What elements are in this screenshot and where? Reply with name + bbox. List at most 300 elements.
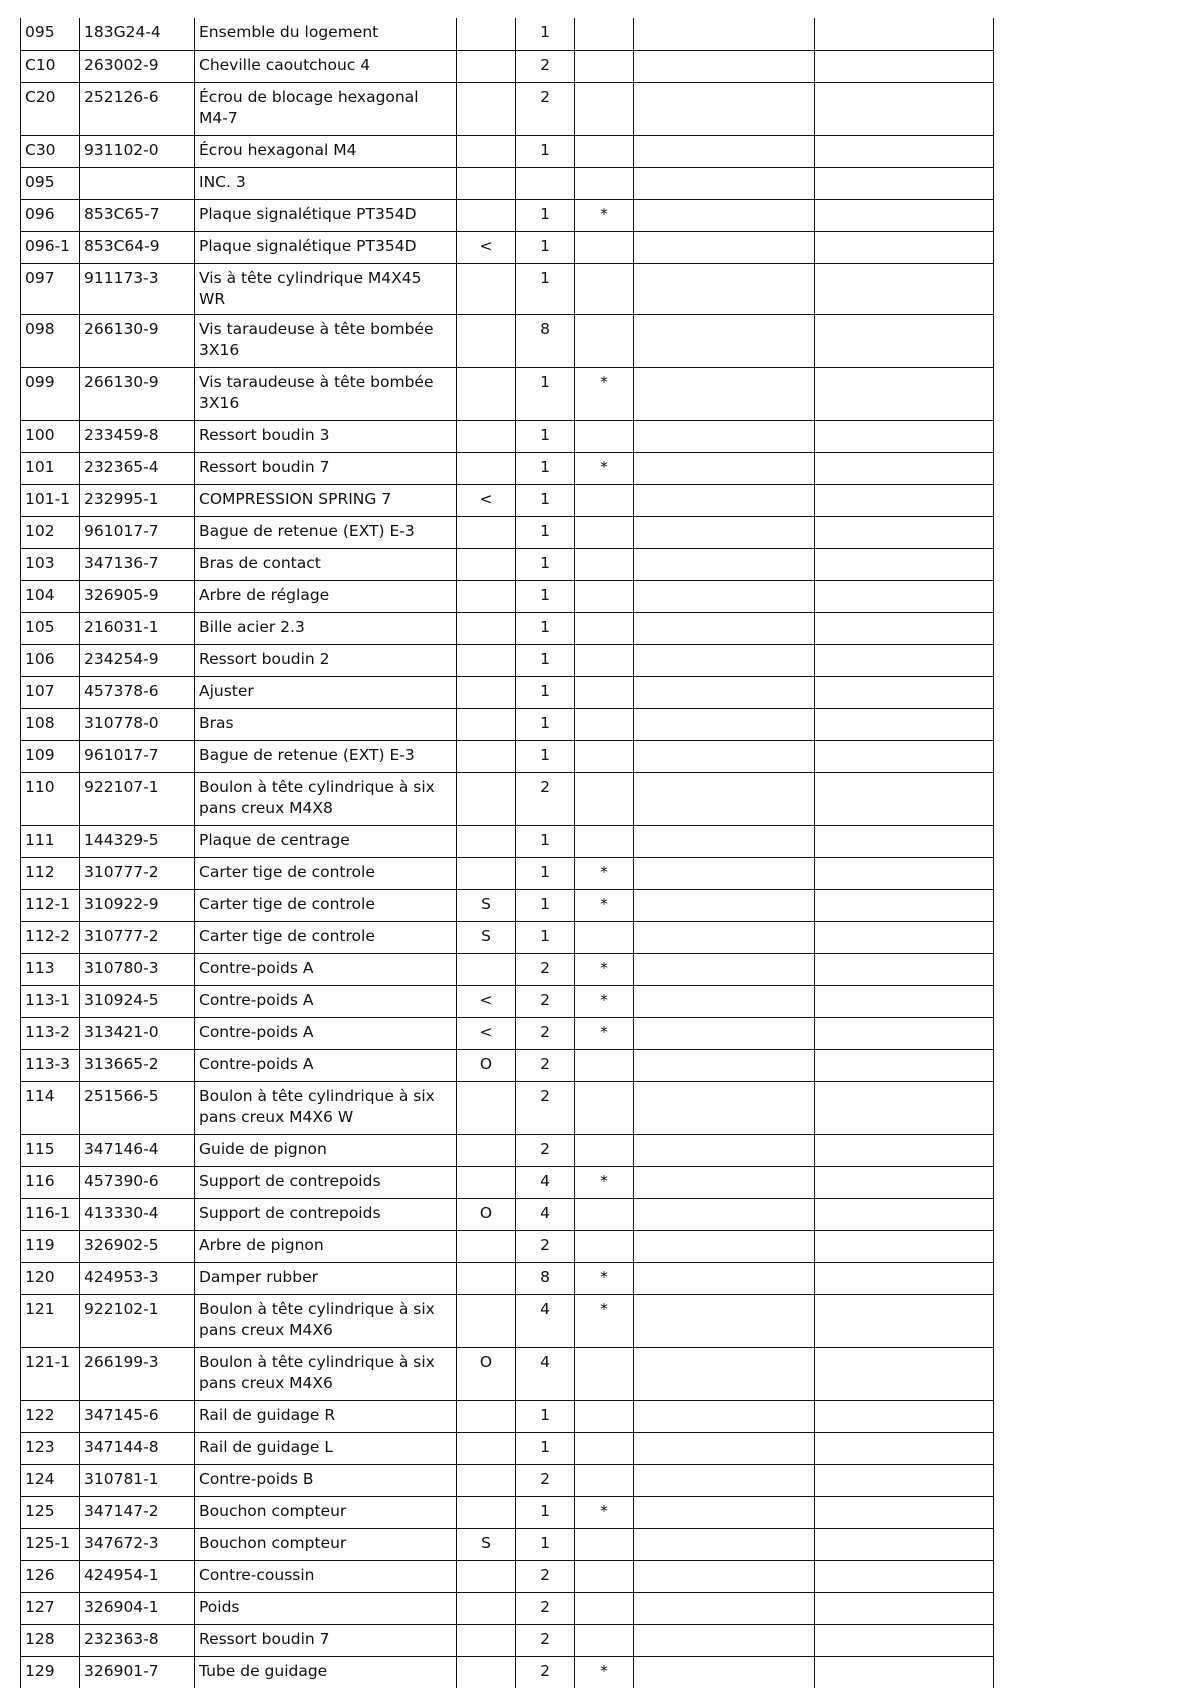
change-code-cell <box>457 548 516 580</box>
empty-cell-a <box>634 1166 815 1198</box>
empty-cell-a <box>634 367 815 420</box>
empty-cell-b <box>815 484 994 516</box>
table-row <box>21 612 994 644</box>
empty-cell-b <box>815 1198 994 1230</box>
change-code-cell <box>457 708 516 740</box>
quantity-cell: 1 <box>516 548 575 580</box>
item-number-cell: 125-1 <box>21 1528 80 1560</box>
change-code-cell <box>457 1464 516 1496</box>
change-code-cell <box>457 676 516 708</box>
item-number-cell: 120 <box>21 1262 80 1294</box>
table-row <box>21 1134 994 1166</box>
empty-cell-b <box>815 314 994 367</box>
empty-cell-b <box>815 18 994 50</box>
item-number-cell: 095 <box>21 167 80 199</box>
empty-cell-a <box>634 740 815 772</box>
description-cell: Rail de guidage R <box>195 1400 457 1432</box>
mark-cell <box>575 18 634 50</box>
table-row <box>21 1592 994 1624</box>
quantity-cell: 1 <box>516 740 575 772</box>
table-row <box>21 1528 994 1560</box>
part-number-cell: 347147-2 <box>80 1496 195 1528</box>
quantity-cell: 2 <box>516 82 575 135</box>
description-cell: Ressort boudin 3 <box>195 420 457 452</box>
mark-cell: * <box>575 199 634 231</box>
item-number-cell: 129 <box>21 1656 80 1688</box>
description-cell: Rail de guidage L <box>195 1432 457 1464</box>
mark-cell <box>575 772 634 825</box>
item-number-cell: 125 <box>21 1496 80 1528</box>
item-number-cell: 119 <box>21 1230 80 1262</box>
quantity-cell: 4 <box>516 1166 575 1198</box>
empty-cell-a <box>634 1592 815 1624</box>
mark-cell <box>575 420 634 452</box>
mark-cell <box>575 921 634 953</box>
description-cell: Bague de retenue (EXT) E-3 <box>195 740 457 772</box>
part-number-cell: 252126-6 <box>80 82 195 135</box>
mark-cell <box>575 1081 634 1134</box>
part-number-cell: 310924-5 <box>80 985 195 1017</box>
mark-cell: * <box>575 452 634 484</box>
empty-cell-b <box>815 644 994 676</box>
quantity-cell: 2 <box>516 1017 575 1049</box>
description-cell: Ressort boudin 7 <box>195 1624 457 1656</box>
empty-cell-b <box>815 772 994 825</box>
change-code-cell: < <box>457 1017 516 1049</box>
item-number-cell: 112-1 <box>21 889 80 921</box>
table-row <box>21 644 994 676</box>
mark-cell <box>575 548 634 580</box>
item-number-cell: 110 <box>21 772 80 825</box>
empty-cell-a <box>634 825 815 857</box>
empty-cell-a <box>634 708 815 740</box>
quantity-cell: 1 <box>516 420 575 452</box>
empty-cell-b <box>815 452 994 484</box>
empty-cell-a <box>634 484 815 516</box>
mark-cell: * <box>575 1496 634 1528</box>
empty-cell-a <box>634 1656 815 1688</box>
part-number-cell: 251566-5 <box>80 1081 195 1134</box>
quantity-cell: 2 <box>516 1230 575 1262</box>
empty-cell-a <box>634 548 815 580</box>
empty-cell-b <box>815 367 994 420</box>
change-code-cell <box>457 1262 516 1294</box>
empty-cell-a <box>634 1624 815 1656</box>
change-code-cell: S <box>457 889 516 921</box>
change-code-cell <box>457 825 516 857</box>
part-number-cell: 853C64-9 <box>80 231 195 263</box>
quantity-cell: 1 <box>516 1432 575 1464</box>
part-number-cell: 234254-9 <box>80 644 195 676</box>
empty-cell-b <box>815 708 994 740</box>
empty-cell-b <box>815 1134 994 1166</box>
quantity-cell: 1 <box>516 1528 575 1560</box>
empty-cell-b <box>815 1496 994 1528</box>
empty-cell-b <box>815 1294 994 1347</box>
mark-cell <box>575 1134 634 1166</box>
empty-cell-a <box>634 199 815 231</box>
empty-cell-a <box>634 1400 815 1432</box>
item-number-cell: 109 <box>21 740 80 772</box>
mark-cell <box>575 825 634 857</box>
part-number-cell: 326901-7 <box>80 1656 195 1688</box>
item-number-cell: 095 <box>21 18 80 50</box>
item-number-cell: 112-2 <box>21 921 80 953</box>
quantity-cell: 1 <box>516 825 575 857</box>
empty-cell-b <box>815 263 994 314</box>
change-code-cell <box>457 1230 516 1262</box>
table-row <box>21 1400 994 1432</box>
mark-cell <box>575 484 634 516</box>
mark-cell <box>575 644 634 676</box>
item-number-cell: 096 <box>21 199 80 231</box>
empty-cell-b <box>815 985 994 1017</box>
item-number-cell: 116 <box>21 1166 80 1198</box>
table-row <box>21 1496 994 1528</box>
quantity-cell: 4 <box>516 1347 575 1400</box>
description-cell: Carter tige de controle <box>195 889 457 921</box>
empty-cell-b <box>815 82 994 135</box>
part-number-cell: 922102-1 <box>80 1294 195 1347</box>
empty-cell-b <box>815 825 994 857</box>
change-code-cell: O <box>457 1049 516 1081</box>
mark-cell: * <box>575 1656 634 1688</box>
table-row <box>21 1624 994 1656</box>
empty-cell-b <box>815 1017 994 1049</box>
table-row <box>21 825 994 857</box>
empty-cell-a <box>634 1081 815 1134</box>
mark-cell <box>575 1230 634 1262</box>
description-cell: Vis taraudeuse à tête bombée 3X16 <box>195 367 457 420</box>
table-row <box>21 1198 994 1230</box>
empty-cell-b <box>815 1464 994 1496</box>
part-number-cell: 326904-1 <box>80 1592 195 1624</box>
mark-cell <box>575 1464 634 1496</box>
description-cell: Contre-poids A <box>195 1017 457 1049</box>
description-cell: Ensemble du logement <box>195 18 457 50</box>
table-row <box>21 484 994 516</box>
part-number-cell: 313665-2 <box>80 1049 195 1081</box>
quantity-cell: 1 <box>516 644 575 676</box>
description-cell: Bras de contact <box>195 548 457 580</box>
empty-cell-b <box>815 1400 994 1432</box>
description-cell: Plaque signalétique PT354D <box>195 231 457 263</box>
table-row <box>21 740 994 772</box>
empty-cell-a <box>634 1496 815 1528</box>
empty-cell-b <box>815 1592 994 1624</box>
table-row <box>21 921 994 953</box>
quantity-cell: 4 <box>516 1294 575 1347</box>
table-row <box>21 367 994 420</box>
empty-cell-a <box>634 921 815 953</box>
description-cell: Poids <box>195 1592 457 1624</box>
empty-cell-a <box>634 452 815 484</box>
change-code-cell: O <box>457 1347 516 1400</box>
item-number-cell: 106 <box>21 644 80 676</box>
mark-cell <box>575 167 634 199</box>
quantity-cell: 2 <box>516 985 575 1017</box>
change-code-cell <box>457 1432 516 1464</box>
table-row <box>21 263 994 314</box>
item-number-cell: 097 <box>21 263 80 314</box>
table-row <box>21 18 994 50</box>
empty-cell-a <box>634 1262 815 1294</box>
table-row <box>21 548 994 580</box>
change-code-cell <box>457 199 516 231</box>
quantity-cell: 2 <box>516 1081 575 1134</box>
parts-table-body <box>21 18 994 1688</box>
quantity-cell: 2 <box>516 1624 575 1656</box>
table-row <box>21 420 994 452</box>
change-code-cell <box>457 580 516 612</box>
empty-cell-b <box>815 1347 994 1400</box>
mark-cell <box>575 676 634 708</box>
item-number-cell: 124 <box>21 1464 80 1496</box>
change-code-cell: S <box>457 1528 516 1560</box>
mark-cell <box>575 1198 634 1230</box>
quantity-cell: 1 <box>516 135 575 167</box>
description-cell: COMPRESSION SPRING 7 <box>195 484 457 516</box>
mark-cell <box>575 263 634 314</box>
change-code-cell: O <box>457 1198 516 1230</box>
quantity-cell: 1 <box>516 516 575 548</box>
part-number-cell: 232995-1 <box>80 484 195 516</box>
quantity-cell: 1 <box>516 199 575 231</box>
empty-cell-b <box>815 50 994 82</box>
empty-cell-b <box>815 612 994 644</box>
change-code-cell <box>457 1592 516 1624</box>
empty-cell-b <box>815 1528 994 1560</box>
item-number-cell: 113-1 <box>21 985 80 1017</box>
part-number-cell: 216031-1 <box>80 612 195 644</box>
empty-cell-b <box>815 857 994 889</box>
mark-cell: * <box>575 1262 634 1294</box>
quantity-cell: 2 <box>516 1464 575 1496</box>
part-number-cell: 931102-0 <box>80 135 195 167</box>
description-cell: Cheville caoutchouc 4 <box>195 50 457 82</box>
empty-cell-a <box>634 1294 815 1347</box>
quantity-cell: 1 <box>516 889 575 921</box>
quantity-cell: 2 <box>516 1656 575 1688</box>
description-cell: INC. 3 <box>195 167 457 199</box>
mark-cell: * <box>575 985 634 1017</box>
table-row <box>21 580 994 612</box>
mark-cell: * <box>575 1166 634 1198</box>
empty-cell-b <box>815 921 994 953</box>
item-number-cell: 101 <box>21 452 80 484</box>
change-code-cell <box>457 50 516 82</box>
table-row <box>21 1230 994 1262</box>
description-cell: Contre-poids A <box>195 985 457 1017</box>
mark-cell <box>575 135 634 167</box>
item-number-cell: 104 <box>21 580 80 612</box>
item-number-cell: 115 <box>21 1134 80 1166</box>
mark-cell: * <box>575 1294 634 1347</box>
mark-cell <box>575 1347 634 1400</box>
part-number-cell: 326905-9 <box>80 580 195 612</box>
empty-cell-a <box>634 1049 815 1081</box>
empty-cell-a <box>634 1432 815 1464</box>
description-cell: Boulon à tête cylindrique à six pans creux M4X6 W <box>195 1081 457 1134</box>
part-number-cell: 347145-6 <box>80 1400 195 1432</box>
empty-cell-a <box>634 516 815 548</box>
mark-cell <box>575 82 634 135</box>
part-number-cell: 961017-7 <box>80 516 195 548</box>
table-row <box>21 676 994 708</box>
part-number-cell: 310922-9 <box>80 889 195 921</box>
item-number-cell: 123 <box>21 1432 80 1464</box>
description-cell: Bille acier 2.3 <box>195 612 457 644</box>
table-row <box>21 135 994 167</box>
part-number-cell <box>80 167 195 199</box>
quantity-cell: 1 <box>516 676 575 708</box>
item-number-cell: 113-3 <box>21 1049 80 1081</box>
change-code-cell: < <box>457 484 516 516</box>
empty-cell-a <box>634 1528 815 1560</box>
empty-cell-b <box>815 1432 994 1464</box>
description-cell: Écrou hexagonal M4 <box>195 135 457 167</box>
quantity-cell: 1 <box>516 18 575 50</box>
empty-cell-b <box>815 1166 994 1198</box>
empty-cell-b <box>815 1262 994 1294</box>
quantity-cell: 2 <box>516 1560 575 1592</box>
part-number-cell: 961017-7 <box>80 740 195 772</box>
change-code-cell <box>457 740 516 772</box>
table-row <box>21 772 994 825</box>
empty-cell-a <box>634 1134 815 1166</box>
table-row <box>21 1017 994 1049</box>
empty-cell-b <box>815 135 994 167</box>
table-row <box>21 889 994 921</box>
empty-cell-b <box>815 199 994 231</box>
table-row <box>21 985 994 1017</box>
part-number-cell: 326902-5 <box>80 1230 195 1262</box>
mark-cell <box>575 50 634 82</box>
item-number-cell: 111 <box>21 825 80 857</box>
change-code-cell <box>457 612 516 644</box>
description-cell: Contre-poids A <box>195 953 457 985</box>
item-number-cell: 113-2 <box>21 1017 80 1049</box>
mark-cell <box>575 314 634 367</box>
table-row <box>21 1347 994 1400</box>
empty-cell-b <box>815 548 994 580</box>
change-code-cell <box>457 1294 516 1347</box>
table-row <box>21 1656 994 1688</box>
part-number-cell: 424953-3 <box>80 1262 195 1294</box>
quantity-cell: 1 <box>516 367 575 420</box>
part-number-cell: 347146-4 <box>80 1134 195 1166</box>
description-cell: Tube de guidage <box>195 1656 457 1688</box>
change-code-cell <box>457 82 516 135</box>
item-number-cell: 103 <box>21 548 80 580</box>
empty-cell-b <box>815 1081 994 1134</box>
part-number-cell: 310777-2 <box>80 921 195 953</box>
table-row <box>21 1432 994 1464</box>
empty-cell-a <box>634 1017 815 1049</box>
table-row <box>21 857 994 889</box>
item-number-cell: 126 <box>21 1560 80 1592</box>
change-code-cell <box>457 314 516 367</box>
change-code-cell <box>457 1166 516 1198</box>
part-number-cell: 347136-7 <box>80 548 195 580</box>
change-code-cell <box>457 516 516 548</box>
change-code-cell <box>457 1624 516 1656</box>
mark-cell <box>575 1049 634 1081</box>
table-row <box>21 1294 994 1347</box>
quantity-cell: 8 <box>516 314 575 367</box>
description-cell: Contre-poids B <box>195 1464 457 1496</box>
quantity-cell: 1 <box>516 921 575 953</box>
description-cell: Boulon à tête cylindrique à six pans creux M4X8 <box>195 772 457 825</box>
empty-cell-a <box>634 231 815 263</box>
description-cell: Support de contrepoids <box>195 1166 457 1198</box>
table-row <box>21 708 994 740</box>
description-cell: Contre-coussin <box>195 1560 457 1592</box>
mark-cell: * <box>575 889 634 921</box>
empty-cell-b <box>815 676 994 708</box>
empty-cell-a <box>634 953 815 985</box>
change-code-cell <box>457 1081 516 1134</box>
item-number-cell: 099 <box>21 367 80 420</box>
description-cell: Écrou de blocage hexagonal M4-7 <box>195 82 457 135</box>
empty-cell-a <box>634 1230 815 1262</box>
item-number-cell: 127 <box>21 1592 80 1624</box>
empty-cell-a <box>634 1347 815 1400</box>
part-number-cell: 457390-6 <box>80 1166 195 1198</box>
part-number-cell: 266199-3 <box>80 1347 195 1400</box>
table-row <box>21 1049 994 1081</box>
change-code-cell <box>457 167 516 199</box>
item-number-cell: 107 <box>21 676 80 708</box>
item-number-cell: C30 <box>21 135 80 167</box>
table-row <box>21 314 994 367</box>
item-number-cell: 128 <box>21 1624 80 1656</box>
table-row <box>21 1560 994 1592</box>
empty-cell-a <box>634 314 815 367</box>
table-row <box>21 231 994 263</box>
empty-cell-b <box>815 889 994 921</box>
mark-cell <box>575 612 634 644</box>
item-number-cell: C20 <box>21 82 80 135</box>
part-number-cell: 232363-8 <box>80 1624 195 1656</box>
part-number-cell: 457378-6 <box>80 676 195 708</box>
item-number-cell: 096-1 <box>21 231 80 263</box>
quantity-cell: 2 <box>516 1592 575 1624</box>
change-code-cell <box>457 1560 516 1592</box>
table-row <box>21 953 994 985</box>
empty-cell-b <box>815 1230 994 1262</box>
empty-cell-b <box>815 953 994 985</box>
description-cell: Ressort boudin 2 <box>195 644 457 676</box>
item-number-cell: 116-1 <box>21 1198 80 1230</box>
table-row <box>21 1262 994 1294</box>
change-code-cell: < <box>457 985 516 1017</box>
part-number-cell: 310781-1 <box>80 1464 195 1496</box>
mark-cell: * <box>575 1017 634 1049</box>
part-number-cell: 347144-8 <box>80 1432 195 1464</box>
empty-cell-a <box>634 889 815 921</box>
description-cell: Arbre de réglage <box>195 580 457 612</box>
description-cell: Boulon à tête cylindrique à six pans creux M4X6 <box>195 1347 457 1400</box>
quantity-cell: 1 <box>516 263 575 314</box>
empty-cell-a <box>634 167 815 199</box>
change-code-cell <box>457 452 516 484</box>
part-number-cell: 144329-5 <box>80 825 195 857</box>
item-number-cell: 098 <box>21 314 80 367</box>
change-code-cell <box>457 18 516 50</box>
empty-cell-a <box>634 612 815 644</box>
empty-cell-a <box>634 857 815 889</box>
